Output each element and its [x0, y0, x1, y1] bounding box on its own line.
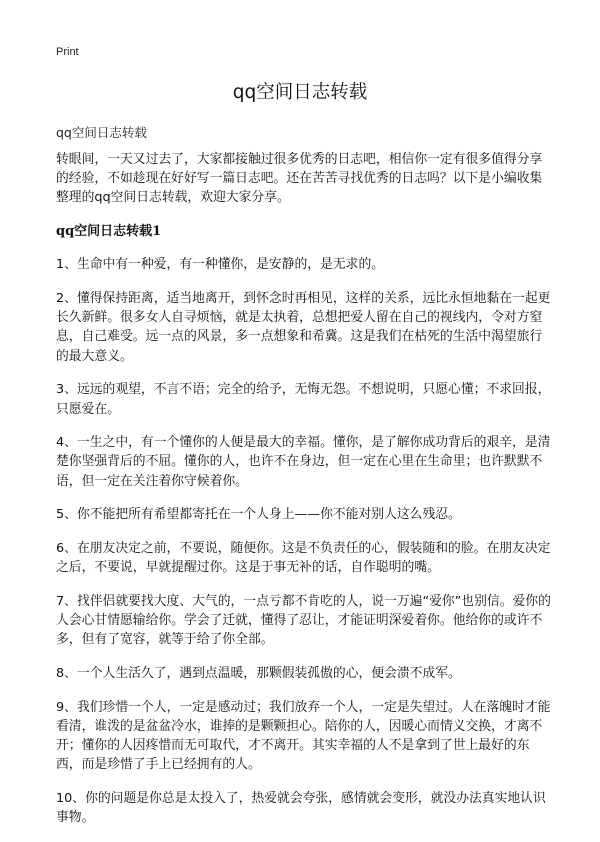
- list-item: 5、你不能把所有希望都寄托在一个人身上——你不能对别人这么残忍。: [56, 507, 461, 523]
- list-item: 9、我们珍惜一个人，一定是感动过；我们放弃一个人，一定是失望过。人在落魄时才能看清，谁泼的是盆盆冷水，谁捧的是颗颗担心。陪你的人，因暖心而情义交换，才离不开；懂你的人因疼惜而无可取代，才不离开。其实幸福的人不是拿到了世上最好的东西，而是珍惜了手上已经拥有的人。: [56, 699, 551, 773]
- list-item: 1、生命中有一种爱，有一种懂你，是安静的，是无求的。: [56, 257, 385, 273]
- page-subtitle: qq空间日志转载: [56, 125, 147, 140]
- list-item: 4、一生之中，有一个懂你的人便是最大的幸福。懂你，是了解你成功背后的艰辛，是清楚你坚强背后的不屈。懂你的人，也许不在身边，但一定在心里在生命里；也许默默不语，但一定在关注着你守候着你。: [56, 435, 551, 489]
- section-heading: qq空间日志转载1: [56, 224, 162, 240]
- intro-paragraph: 转眼间，一天又过去了，大家都接触过很多优秀的日志吧，相信你一定有很多值得分享的经验，不如趁现在好好写一篇日志吧。还在苦苦寻找优秀的日志吗？以下是小编收集整理的qq空间日志转载，欢迎大家分享。: [56, 152, 543, 206]
- list-item: 2、懂得保持距离，适当地离开，到怀念时再相见，这样的关系，远比永恒地黏在一起更长久新鲜。很多女人自寻烦恼，就是太执着，总想把爱人留在自己的视线内，令对方窒息，自己难受。远一点的风景，多一点想象和希冀。这是我们在枯死的生活中渴望旅行的最大意义。: [56, 291, 551, 364]
- print-link[interactable]: Print: [56, 46, 79, 58]
- list-item: 10、你的问题是你总是太投入了，热爱就会夸张，感情就会变形，就没办法真实地认识事物。: [56, 791, 546, 826]
- list-item: 8、一个人生活久了，遇到点温暖，那颗假装孤傲的心，便会溃不成军。: [56, 666, 461, 682]
- list-item: 3、远远的观望，不言不语；完全的给予，无悔无怨。不想说明，只愿心懂；不求回报，只愿爱在。: [56, 382, 551, 417]
- list-item: 6、在朋友决定之前，不要说，随便你。这是不负责任的心，假装随和的脸。在朋友决定之后，不要说，早就提醒过你。这是于事无补的话，自作聪明的嘴。: [56, 541, 551, 576]
- list-item: 7、找伴侣就要找大度、大气的，一点亏都不肯吃的人，说一万遍“爱你”也别信。爱你的人会心甘情愿输给你。学会了迁就，懂得了忍让，才能证明深爱着你。他给你的或许不多，但有了宽容，就等于给了你全部。: [56, 593, 551, 648]
- page-title: qq空间日志转载: [232, 82, 368, 103]
- article-body: [56, 150, 552, 842]
